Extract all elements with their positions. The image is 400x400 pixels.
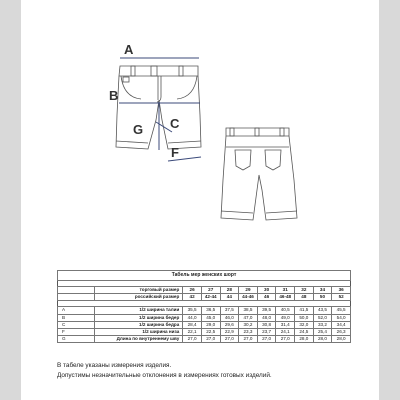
measure-value: 35,5 [183,307,202,314]
trade-size-row [58,287,351,294]
table-row [58,314,351,321]
note-line: В табеле указаны измерения изделия. [57,362,172,369]
measure-value: 45,0 [201,314,220,321]
size-cell: 30 [257,287,276,294]
measure-value: 22,5 [201,329,220,336]
label-c: C [170,116,180,131]
measure-value: 41,5 [295,307,314,314]
measure-value: 29,6 [220,321,239,328]
size-cell: 32 [295,287,314,294]
measure-value: 48,0 [257,314,276,321]
measure-value: 50,0 [295,314,314,321]
measure-value: 24,5 [295,329,314,336]
size-cell: 42 [183,294,202,301]
measure-value: 23,7 [257,329,276,336]
trade-size-label: торговый размер [95,287,183,294]
measure-name: 1/2 ширина бедер [95,314,183,321]
note-line: Допустимы незначительные отклонения в измерениях готовых изделий. [57,372,272,379]
size-cell: 46-48 [276,294,295,301]
measure-value: 36,5 [201,307,220,314]
measure-value: 40,5 [276,307,295,314]
size-cell: 46 [257,294,276,301]
measure-name: 1/2 ширина низа [95,329,183,336]
measure-name: 1/2 ширина талии [95,307,183,314]
notes [57,361,272,381]
measure-value: 27,0 [201,336,220,343]
size-cell: 27 [201,287,220,294]
measure-value: 31,4 [276,321,295,328]
table-row [58,336,351,343]
size-cell: 36 [332,287,351,294]
size-cell: 48 [295,294,314,301]
table-row [58,329,351,336]
measure-value: 25,4 [313,329,332,336]
shorts-technical-drawing [21,0,379,260]
size-cell: 31 [276,287,295,294]
measure-value: 43,5 [313,307,332,314]
measure-name: Длина по внутреннему шву [95,336,183,343]
size-cell: 52 [332,294,351,301]
measure-value: 52,0 [313,314,332,321]
measure-value: 23,3 [239,329,258,336]
table-title: Табель мер женских шорт [58,271,351,281]
measure-value: 28,0 [295,336,314,343]
measure-code: C [58,321,95,328]
measure-value: 28,0 [313,336,332,343]
table-row [58,321,351,328]
measure-value: 26,3 [332,329,351,336]
measure-value: 32,0 [295,321,314,328]
empty-cell [58,294,95,301]
measure-value: 49,0 [276,314,295,321]
measure-code: A [58,307,95,314]
measure-value: 27,0 [183,336,202,343]
measure-value: 27,0 [257,336,276,343]
measure-value: 30,2 [239,321,258,328]
size-table [57,270,351,343]
measure-value: 22,9 [220,329,239,336]
measure-value: 24,1 [276,329,295,336]
ru-size-row [58,294,351,301]
measure-value: 22,1 [183,329,202,336]
size-cell: 44 [220,294,239,301]
measure-value: 46,0 [220,314,239,321]
measure-value: 27,0 [239,336,258,343]
table-row [58,307,351,314]
label-g: G [133,122,144,137]
measure-value: 30,8 [257,321,276,328]
measure-value: 45,5 [332,307,351,314]
size-cell: 50 [313,294,332,301]
size-cell: 28 [220,287,239,294]
measure-value: 29,0 [201,321,220,328]
measure-value: 38,5 [239,307,258,314]
measure-value: 28,4 [183,321,202,328]
empty-cell [58,287,95,294]
label-a: A [124,42,134,57]
back-shorts-illustration [221,128,297,220]
size-cell: 42-44 [201,294,220,301]
measure-value: 47,0 [239,314,258,321]
label-f: F [171,145,179,160]
size-cell: 29 [239,287,258,294]
measure-value: 37,5 [220,307,239,314]
measure-value: 33,2 [313,321,332,328]
size-cell: 44-46 [239,294,258,301]
measure-value: 27,0 [276,336,295,343]
size-cell: 34 [313,287,332,294]
measure-code: F [58,329,95,336]
measure-value: 34,4 [332,321,351,328]
size-chart-sheet [21,0,379,400]
measure-name: 1/2 ширина бедра [95,321,183,328]
size-cell: 26 [183,287,202,294]
measure-value: 27,0 [220,336,239,343]
measure-value: 39,5 [257,307,276,314]
measure-value: 54,0 [332,314,351,321]
label-b: B [109,88,119,103]
measure-value: 28,0 [332,336,351,343]
ru-size-label: российский размер [95,294,183,301]
measure-code: G [58,336,95,343]
measure-code: B [58,314,95,321]
measure-value: 44,0 [183,314,202,321]
